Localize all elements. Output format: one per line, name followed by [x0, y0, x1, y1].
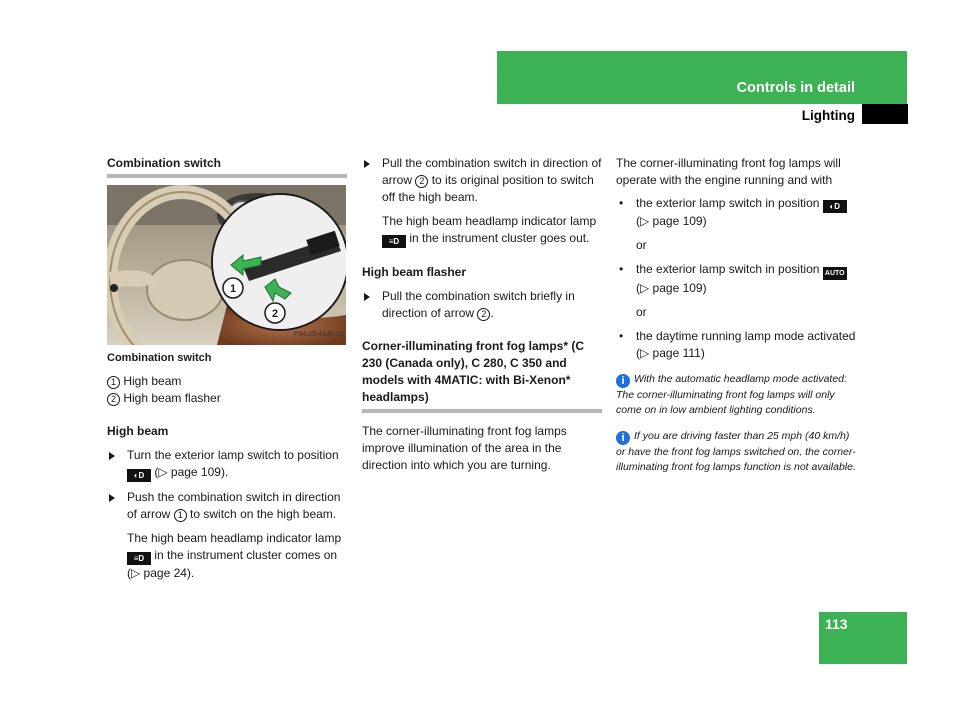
high-beam-symbol-icon: ≡D	[382, 235, 406, 248]
auto-symbol-icon: AUTO	[823, 267, 847, 280]
indicator-note	[362, 213, 602, 248]
indicator-text: in the instrument cluster goes out.	[409, 231, 590, 245]
step-arrow-icon	[364, 160, 370, 168]
left-column	[107, 155, 347, 582]
legend-text: High beam flasher	[123, 391, 221, 405]
callout-number: 2	[415, 175, 428, 188]
condition-bullet	[616, 195, 858, 230]
page-number: 113	[825, 616, 848, 632]
header-tab-marker	[862, 104, 908, 124]
indicator-text: The high beam headlamp indicator lamp	[127, 531, 342, 545]
legend-text: High beam	[123, 374, 182, 388]
info-icon: i	[616, 431, 630, 445]
step-text: to switch on the high beam.	[190, 507, 337, 521]
step-arrow-icon	[109, 494, 115, 502]
condition-bullet	[616, 261, 858, 297]
subsection-title: Lighting	[801, 108, 855, 123]
combination-switch-photo	[107, 185, 346, 345]
fog-lamps-intro: The corner-illuminating front fog lamps will operate with the engine running and with	[616, 156, 841, 187]
low-beam-symbol-icon: ◐D	[823, 200, 847, 213]
step-text: to its original position to switch off the high beam.	[382, 173, 594, 204]
high-beam-symbol-icon: ≡D	[127, 552, 151, 565]
switch-stalk-illustration	[213, 195, 346, 329]
step-text: Pull the combination switch in direction of arrow	[382, 156, 602, 187]
note-text: With the automatic headlamp mode activated: The corner-illuminating front fog lamps will only come on in low ambient lighting conditions.	[616, 373, 847, 416]
switch-zoom-inset	[211, 193, 346, 331]
high-beam-flasher-heading: High beam flasher	[362, 265, 467, 279]
right-column	[616, 155, 858, 475]
step-arrow-icon	[109, 452, 115, 460]
condition-bullet	[616, 328, 858, 362]
indicator-text: in the instrument cluster comes on (▷ page 24).	[127, 548, 338, 580]
heading-rule	[362, 409, 602, 413]
section-title: Controls in detail	[736, 80, 855, 96]
callout-number: 2	[477, 308, 490, 321]
combination-switch-heading: Combination switch	[107, 156, 221, 170]
callout-number: 2	[107, 393, 120, 406]
fog-lamps-description: The corner-illuminating front fog lamps improve illumination of the area in the direction into which you are turning.	[362, 424, 567, 472]
bullet-text: the exterior lamp switch in position	[636, 262, 820, 276]
step-text: Pull the combination switch briefly in direction of arrow	[382, 289, 575, 320]
info-note	[616, 372, 858, 418]
bullet-text: the daytime running lamp mode activated (▷ page 111)	[636, 329, 856, 360]
fog-lamps-heading: Corner-illuminating front fog lamps* (C 230 (Canada only), C 280, C 350 and models with 4MATIC: with Bi-Xenon* headlamps)	[362, 339, 584, 404]
info-icon: i	[616, 374, 630, 388]
indicator-text: The high beam headlamp indicator lamp	[382, 214, 597, 228]
step-text: Turn the exterior lamp switch to position	[127, 448, 339, 462]
step-arrow-icon	[364, 293, 370, 301]
image-code: P54.25-4146-31	[293, 331, 344, 338]
note-text: If you are driving faster than 25 mph (40 km/h) or have the front fog lamps switched on, the corner-illuminating front fog lamps function is not available.	[616, 430, 856, 473]
legend-item	[107, 373, 347, 390]
instruction-step	[362, 288, 602, 322]
heading-rule	[107, 174, 347, 178]
header-bar	[497, 51, 907, 104]
indicator-note	[107, 530, 347, 582]
step-text: .	[490, 306, 494, 320]
callout-number: 1	[107, 376, 120, 389]
middle-column	[362, 155, 602, 474]
info-note	[616, 429, 858, 475]
instruction-step	[107, 447, 347, 482]
callout-number: 1	[174, 509, 187, 522]
page-ref: (▷ page 109)	[636, 281, 707, 295]
instruction-step	[362, 155, 602, 206]
low-beam-symbol-icon: ◐D	[127, 469, 151, 482]
page-ref: (▷ page 109)	[636, 214, 707, 228]
or-text: or	[636, 238, 647, 252]
step-text: Push the combination switch in direction of arrow	[127, 490, 341, 521]
svg-text:1: 1	[229, 283, 237, 295]
bullet-text: the exterior lamp switch in position	[636, 196, 820, 210]
high-beam-heading: High beam	[107, 424, 169, 438]
bullet-dot-icon: •	[619, 262, 624, 276]
bullet-dot-icon: •	[619, 196, 624, 210]
page-ref: (▷ page 109).	[154, 465, 229, 479]
instruction-step	[107, 489, 347, 523]
photo-caption: Combination switch	[107, 352, 212, 364]
svg-text:2: 2	[271, 308, 279, 320]
bullet-dot-icon: •	[619, 329, 624, 343]
or-text: or	[636, 305, 647, 319]
legend-item	[107, 390, 347, 407]
